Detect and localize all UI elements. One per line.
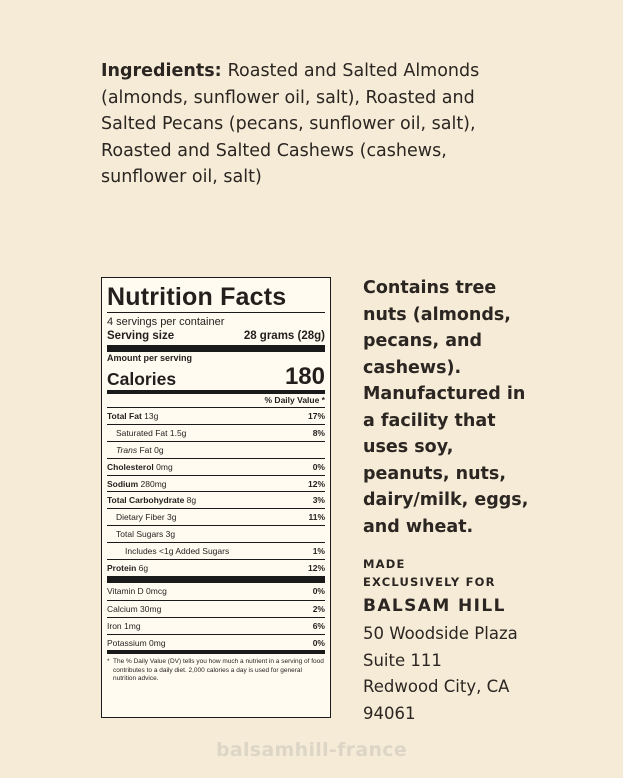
daily-value-header: % Daily Value * xyxy=(264,395,325,405)
made-line-2: EXCLUSIVELY FOR xyxy=(363,575,496,589)
servings-per-container: 4 servings per container xyxy=(107,316,225,328)
serving-size-label: Serving size xyxy=(107,330,175,342)
nutrient-row-added-sugars: Includes <1g Added Sugars 1% xyxy=(107,542,325,559)
made-exclusively-for xyxy=(363,555,496,591)
calories-label: Calories xyxy=(107,369,177,389)
watermark: balsamhill-france xyxy=(215,739,408,761)
address-line-3: Redwood City, CA xyxy=(363,677,510,696)
ingredients-text xyxy=(101,58,501,191)
amount-per-serving: Amount per serving xyxy=(107,353,193,363)
footnote-star: * xyxy=(107,658,110,666)
nutrient-row-trans-fat: Trans Fat 0g xyxy=(107,441,325,458)
serving-size-value: 28 grams (28g) xyxy=(243,330,325,342)
vitamin-row-iron: Iron 1mg 6% xyxy=(107,617,325,634)
address-line-1: 50 Woodside Plaza xyxy=(363,624,518,643)
ingredients-list: Roasted and Salted Almonds (almonds, sunflower oil, salt), Roasted and Salted Pecans (pecans, sunflower oil, salt), Roasted and Salted Cashews (cashews, sunflower oil, salt) xyxy=(101,61,480,187)
vitamin-row-calcium: Calcium 30mg 2% xyxy=(107,600,325,617)
ingredients-label: Ingredients: xyxy=(101,61,222,81)
nutrient-row-total-fat: Total Fat 13g 17% xyxy=(107,407,325,424)
serving-size-row xyxy=(107,329,325,345)
address-line-4: 94061 xyxy=(363,703,416,723)
nutrient-row-protein: Protein 6g 12% xyxy=(107,559,325,576)
nutrient-row-dietary-fiber: Dietary Fiber 3g 11% xyxy=(107,508,325,525)
calories-value: 180 xyxy=(284,363,325,390)
nutrient-row-saturated-fat: Saturated Fat 1.5g 8% xyxy=(107,424,325,441)
nutrient-row-cholesterol: Cholesterol 0mg 0% xyxy=(107,458,325,475)
calories-row xyxy=(107,364,325,390)
nutrient-row-sodium: Sodium 280mg 12% xyxy=(107,475,325,492)
daily-value-footnote xyxy=(107,658,325,683)
company-name: BALSAM HILL xyxy=(363,596,506,616)
allergen-statement: Contains tree nuts (almonds, pecans, and cashews). Manufactured in a facility that uses soy, peanuts, nuts, dairy/milk, eggs, and wheat. xyxy=(363,278,529,537)
address-line-2: Suite 111 xyxy=(363,650,442,670)
nutrition-facts-panel xyxy=(101,277,331,718)
company-address xyxy=(363,621,518,727)
vitamin-row-vitamin-d: Vitamin D 0mcg 0% xyxy=(107,585,325,596)
made-line-1: MADE xyxy=(363,557,406,571)
nutrition-title: Nutrition Facts xyxy=(107,283,287,311)
vitamin-row-potassium: Potassium 0mg 0% xyxy=(107,634,325,651)
nutrient-row-total-carbohydrate: Total Carbohydrate 8g 3% xyxy=(107,491,325,508)
footnote-text: The % Daily Value (DV) tells you how much a nutrient in a serving of food contributes to a daily diet. 2,000 calories a day is used for general nutrition advice. xyxy=(113,658,324,683)
nutrient-row-total-sugars: Total Sugars 3g xyxy=(107,525,325,542)
